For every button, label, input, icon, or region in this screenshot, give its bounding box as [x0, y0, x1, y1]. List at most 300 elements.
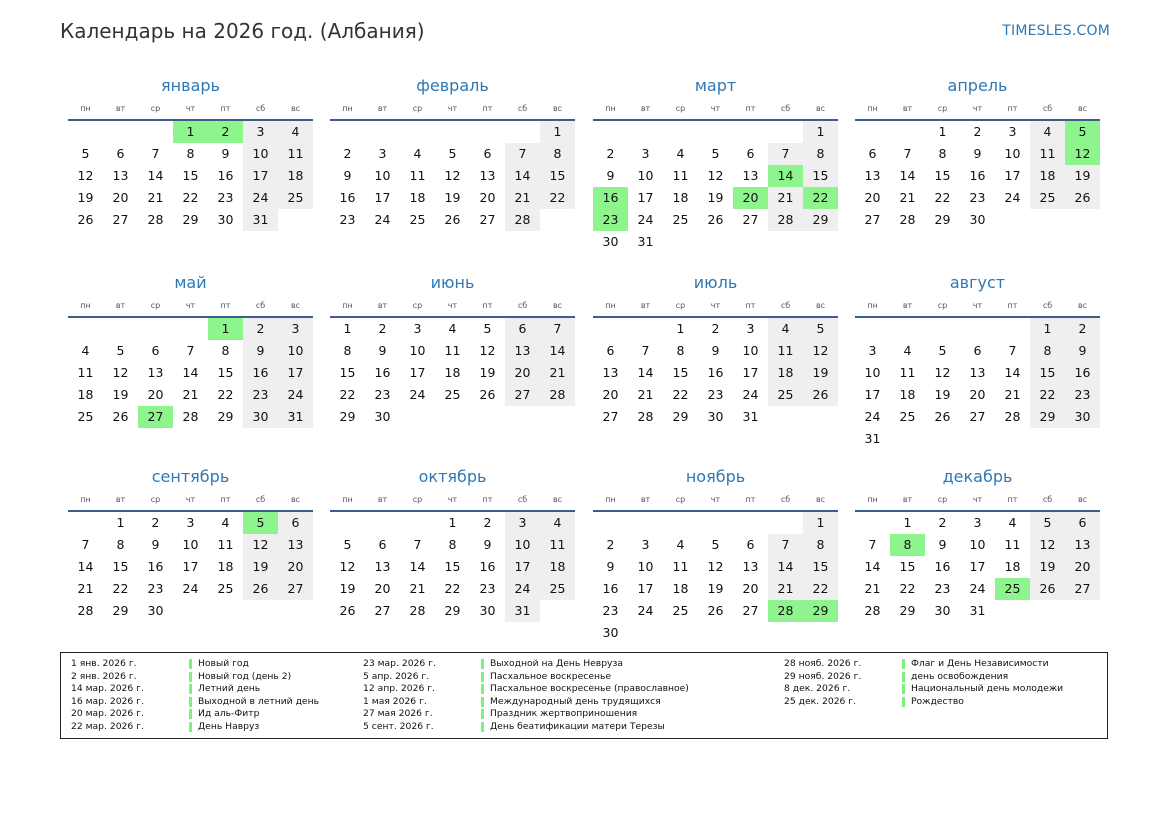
- legend-row: [363, 696, 689, 709]
- holiday-marker: [481, 697, 484, 707]
- day-cell: 21: [768, 187, 803, 209]
- day-cell: 4: [81, 343, 90, 358]
- day-grid: [593, 512, 838, 644]
- empty-cell: [505, 121, 540, 143]
- day-cell: 1: [116, 515, 125, 530]
- day-cell: 16: [339, 190, 356, 205]
- holiday-marker: [902, 697, 905, 707]
- month-block: [330, 269, 575, 428]
- weekday-label: вс: [290, 104, 301, 113]
- day-cell: 29: [672, 409, 689, 424]
- day-cell: 4: [540, 512, 575, 534]
- day-cell: 1: [1030, 318, 1065, 340]
- holiday-marker: [189, 684, 192, 694]
- day-cell: 12: [934, 365, 951, 380]
- empty-cell: [470, 121, 505, 143]
- holiday-marker: [189, 659, 192, 669]
- day-cell: 28: [540, 384, 575, 406]
- day-cell: 10: [505, 534, 540, 556]
- weekday-label: чт: [710, 301, 721, 310]
- day-cell: 6: [483, 146, 492, 161]
- month-block: [593, 72, 838, 253]
- month-block: [68, 72, 313, 231]
- holiday-day-cell: 14: [768, 165, 803, 187]
- day-cell: 8: [938, 146, 947, 161]
- day-cell: 10: [864, 365, 881, 380]
- weekday-header: [330, 491, 575, 509]
- day-cell: 31: [243, 209, 278, 231]
- empty-cell: [768, 121, 803, 143]
- weekday-label: вс: [290, 495, 301, 504]
- day-cell: 14: [505, 165, 540, 187]
- day-cell: 27: [374, 603, 391, 618]
- weekday-label: вс: [1077, 301, 1088, 310]
- day-cell: 14: [147, 168, 164, 183]
- day-cell: 24: [278, 384, 313, 406]
- day-cell: 5: [711, 146, 720, 161]
- empty-cell: [733, 121, 768, 143]
- day-cell: 3: [413, 321, 422, 336]
- weekday-label: вс: [1077, 104, 1088, 113]
- day-cell: 7: [1008, 343, 1017, 358]
- month-name: март: [694, 76, 737, 95]
- day-cell: 13: [147, 365, 164, 380]
- day-cell: 29: [934, 212, 951, 227]
- holiday-date: 5 апр. 2026 г.: [363, 670, 430, 682]
- weekday-label: ср: [150, 495, 161, 504]
- month-name: февраль: [416, 76, 489, 95]
- day-cell: 22: [339, 387, 356, 402]
- holiday-day-cell: 1: [173, 121, 208, 143]
- legend-row: [71, 721, 319, 734]
- month-block: [855, 463, 1100, 622]
- weekday-label: вт: [640, 104, 651, 113]
- weekday-label: пн: [80, 301, 91, 310]
- weekday-label: вс: [815, 495, 826, 504]
- legend-row: [784, 696, 1063, 709]
- day-cell: 1: [803, 121, 838, 143]
- day-cell: 20: [1065, 556, 1100, 578]
- day-cell: 19: [112, 387, 129, 402]
- day-cell: 30: [1065, 406, 1100, 428]
- legend-row: [363, 683, 689, 696]
- day-cell: 24: [969, 581, 986, 596]
- day-cell: 13: [742, 168, 759, 183]
- month-block: [593, 463, 838, 644]
- day-cell: 13: [602, 365, 619, 380]
- legend-row: [71, 708, 319, 721]
- weekday-label: сб: [255, 495, 266, 504]
- day-cell: 1: [903, 515, 912, 530]
- day-cell: 20: [969, 387, 986, 402]
- day-cell: 10: [637, 168, 654, 183]
- weekday-label: вс: [290, 301, 301, 310]
- day-cell: 21: [147, 190, 164, 205]
- brand-link[interactable]: TIMESLES.COM: [1002, 23, 1110, 39]
- empty-cell: [698, 121, 733, 143]
- day-cell: 3: [641, 537, 650, 552]
- day-cell: 1: [938, 124, 947, 139]
- day-cell: 9: [973, 146, 982, 161]
- weekday-label: чт: [447, 301, 458, 310]
- weekday-label: чт: [972, 104, 983, 113]
- day-cell: 9: [243, 340, 278, 362]
- month-name: июнь: [430, 273, 475, 292]
- month-name: январь: [161, 76, 220, 95]
- day-cell: 4: [221, 515, 230, 530]
- empty-cell: [365, 121, 400, 143]
- empty-cell: [400, 512, 435, 534]
- day-grid: [593, 121, 838, 253]
- day-cell: 12: [444, 168, 461, 183]
- empty-cell: [593, 512, 628, 534]
- weekday-label: пн: [80, 104, 91, 113]
- day-cell: 13: [969, 365, 986, 380]
- weekday-label: вс: [552, 301, 563, 310]
- day-cell: 2: [973, 124, 982, 139]
- day-cell: 1: [343, 321, 352, 336]
- day-grid: [68, 318, 313, 428]
- day-cell: 18: [1030, 165, 1065, 187]
- day-cell: 14: [540, 340, 575, 362]
- weekday-label: ср: [412, 104, 423, 113]
- weekday-header: [68, 100, 313, 118]
- day-cell: 7: [540, 318, 575, 340]
- day-cell: 4: [1030, 121, 1065, 143]
- weekday-label: чт: [972, 301, 983, 310]
- day-cell: 3: [1008, 124, 1017, 139]
- day-cell: 9: [938, 537, 947, 552]
- legend-row: [363, 708, 689, 721]
- day-cell: 22: [934, 190, 951, 205]
- day-cell: 29: [899, 603, 916, 618]
- day-cell: 9: [711, 343, 720, 358]
- day-cell: 14: [77, 559, 94, 574]
- empty-cell: [400, 121, 435, 143]
- day-grid: [330, 318, 575, 428]
- empty-cell: [628, 512, 663, 534]
- weekday-header: [855, 297, 1100, 315]
- day-cell: 22: [444, 581, 461, 596]
- day-cell: 28: [77, 603, 94, 618]
- day-cell: 14: [1004, 365, 1021, 380]
- day-cell: 23: [934, 581, 951, 596]
- weekday-label: пн: [605, 495, 616, 504]
- holiday-marker: [902, 672, 905, 682]
- day-cell: 13: [505, 340, 540, 362]
- day-cell: 28: [899, 212, 916, 227]
- day-cell: 25: [672, 212, 689, 227]
- day-cell: 18: [672, 190, 689, 205]
- weekday-label: вт: [115, 104, 126, 113]
- legend-row: [71, 671, 319, 684]
- weekday-label: пн: [80, 495, 91, 504]
- day-cell: 21: [409, 581, 426, 596]
- weekday-label: ср: [937, 301, 948, 310]
- day-cell: 17: [182, 559, 199, 574]
- weekday-label: пт: [220, 104, 231, 113]
- day-cell: 26: [1065, 187, 1100, 209]
- weekday-label: ср: [937, 104, 948, 113]
- day-cell: 12: [77, 168, 94, 183]
- legend-row: [71, 683, 319, 696]
- holiday-name: Рождество: [911, 695, 964, 707]
- day-cell: 21: [899, 190, 916, 205]
- month-name: июль: [693, 273, 738, 292]
- day-cell: 24: [637, 603, 654, 618]
- day-cell: 7: [81, 537, 90, 552]
- day-cell: 21: [864, 581, 881, 596]
- day-cell: 22: [803, 578, 838, 600]
- legend-row: [71, 696, 319, 709]
- empty-cell: [173, 318, 208, 340]
- day-cell: 11: [278, 143, 313, 165]
- day-cell: 17: [409, 365, 426, 380]
- day-cell: 2: [711, 321, 720, 336]
- weekday-label: чт: [185, 104, 196, 113]
- weekday-label: пт: [745, 301, 756, 310]
- holiday-name: Новый год (день 2): [198, 670, 292, 682]
- day-cell: 8: [540, 143, 575, 165]
- month-block: [330, 463, 575, 622]
- day-cell: 13: [479, 168, 496, 183]
- month-block: [330, 72, 575, 231]
- holiday-name: Новый год: [198, 658, 249, 669]
- day-cell: 19: [1030, 556, 1065, 578]
- day-cell: 20: [278, 556, 313, 578]
- weekday-label: вт: [115, 301, 126, 310]
- day-cell: 15: [112, 559, 129, 574]
- empty-cell: [138, 318, 173, 340]
- day-cell: 11: [768, 340, 803, 362]
- day-cell: 9: [606, 559, 615, 574]
- legend-row: [363, 721, 689, 734]
- day-cell: 9: [378, 343, 387, 358]
- day-cell: 20: [602, 387, 619, 402]
- day-grid: [855, 318, 1100, 450]
- day-cell: 7: [903, 146, 912, 161]
- page-title: Календарь на 2026 год. (Албания): [60, 19, 425, 43]
- weekday-header: [855, 491, 1100, 509]
- day-cell: 30: [217, 212, 234, 227]
- day-cell: 7: [641, 343, 650, 358]
- day-cell: 19: [934, 387, 951, 402]
- day-cell: 7: [413, 537, 422, 552]
- holiday-marker: [189, 722, 192, 732]
- weekday-header: [68, 491, 313, 509]
- day-cell: 10: [182, 537, 199, 552]
- day-cell: 31: [278, 406, 313, 428]
- holiday-date: 16 мар. 2026 г.: [71, 695, 144, 707]
- month-block: [593, 269, 838, 428]
- weekday-label: ср: [675, 301, 686, 310]
- day-cell: 14: [409, 559, 426, 574]
- weekday-header: [330, 297, 575, 315]
- day-cell: 1: [448, 515, 457, 530]
- empty-cell: [855, 121, 890, 143]
- weekday-label: ср: [150, 301, 161, 310]
- day-cell: 16: [969, 168, 986, 183]
- day-cell: 31: [969, 603, 986, 618]
- day-cell: 19: [339, 581, 356, 596]
- day-cell: 20: [864, 190, 881, 205]
- holiday-day-cell: 16: [593, 187, 628, 209]
- day-cell: 30: [707, 409, 724, 424]
- weekday-label: вт: [377, 104, 388, 113]
- holiday-name: Флаг и День Независимости: [911, 658, 1049, 669]
- weekday-label: ср: [412, 495, 423, 504]
- day-cell: 26: [444, 212, 461, 227]
- day-cell: 5: [116, 343, 125, 358]
- empty-cell: [698, 512, 733, 534]
- day-cell: 26: [339, 603, 356, 618]
- day-cell: 11: [540, 534, 575, 556]
- day-cell: 7: [768, 534, 803, 556]
- day-cell: 6: [378, 537, 387, 552]
- day-cell: 23: [602, 603, 619, 618]
- holiday-marker: [481, 709, 484, 719]
- day-cell: 24: [742, 387, 759, 402]
- holiday-name: Выходной в летний день: [198, 695, 319, 707]
- day-cell: 24: [505, 578, 540, 600]
- day-cell: 28: [409, 603, 426, 618]
- holiday-day-cell: 20: [733, 187, 768, 209]
- day-cell: 10: [374, 168, 391, 183]
- day-cell: 22: [182, 190, 199, 205]
- weekday-label: вс: [1077, 495, 1088, 504]
- day-cell: 18: [444, 365, 461, 380]
- legend-row: [71, 658, 319, 671]
- day-cell: 22: [540, 187, 575, 209]
- day-cell: 22: [672, 387, 689, 402]
- day-cell: 10: [278, 340, 313, 362]
- weekday-label: чт: [710, 104, 721, 113]
- day-cell: 6: [868, 146, 877, 161]
- holiday-day-cell: 8: [890, 534, 925, 556]
- day-cell: 3: [746, 321, 755, 336]
- weekday-label: пн: [605, 104, 616, 113]
- day-cell: 9: [483, 537, 492, 552]
- day-cell: 25: [409, 212, 426, 227]
- day-cell: 11: [672, 168, 689, 183]
- day-cell: 13: [112, 168, 129, 183]
- weekday-label: пт: [220, 301, 231, 310]
- day-cell: 29: [217, 409, 234, 424]
- day-cell: 27: [112, 212, 129, 227]
- weekday-label: чт: [447, 495, 458, 504]
- day-cell: 30: [602, 625, 619, 640]
- day-cell: 8: [448, 537, 457, 552]
- holiday-marker: [481, 672, 484, 682]
- day-cell: 2: [243, 318, 278, 340]
- day-cell: 19: [1065, 165, 1100, 187]
- day-cell: 3: [641, 146, 650, 161]
- day-cell: 20: [374, 581, 391, 596]
- day-cell: 28: [1004, 409, 1021, 424]
- weekday-label: сб: [1042, 495, 1053, 504]
- day-cell: 26: [112, 409, 129, 424]
- holiday-day-cell: 23: [593, 209, 628, 231]
- day-cell: 17: [969, 559, 986, 574]
- day-grid: [593, 318, 838, 428]
- day-cell: 29: [1030, 406, 1065, 428]
- empty-cell: [663, 121, 698, 143]
- day-cell: 5: [938, 343, 947, 358]
- day-cell: 15: [672, 365, 689, 380]
- day-grid: [330, 512, 575, 622]
- empty-cell: [768, 512, 803, 534]
- day-cell: 24: [864, 409, 881, 424]
- day-grid: [68, 512, 313, 622]
- day-cell: 1: [540, 121, 575, 143]
- day-cell: 9: [343, 168, 352, 183]
- weekday-label: пн: [605, 301, 616, 310]
- day-cell: 27: [1065, 578, 1100, 600]
- day-cell: 12: [1030, 534, 1065, 556]
- day-cell: 8: [116, 537, 125, 552]
- empty-cell: [890, 318, 925, 340]
- empty-cell: [628, 318, 663, 340]
- weekday-label: пт: [482, 301, 493, 310]
- day-cell: 14: [864, 559, 881, 574]
- holiday-date: 1 янв. 2026 г.: [71, 658, 137, 669]
- day-cell: 17: [278, 362, 313, 384]
- day-cell: 10: [409, 343, 426, 358]
- day-cell: 26: [77, 212, 94, 227]
- day-cell: 14: [899, 168, 916, 183]
- day-cell: 16: [147, 559, 164, 574]
- day-cell: 26: [1030, 578, 1065, 600]
- weekday-label: вт: [640, 301, 651, 310]
- day-cell: 23: [147, 581, 164, 596]
- weekday-label: пт: [482, 495, 493, 504]
- day-cell: 29: [803, 209, 838, 231]
- weekday-label: чт: [710, 495, 721, 504]
- holiday-date: 27 мая 2026 г.: [363, 708, 433, 720]
- day-cell: 23: [217, 190, 234, 205]
- day-cell: 26: [707, 603, 724, 618]
- holiday-marker: [189, 697, 192, 707]
- day-cell: 27: [864, 212, 881, 227]
- weekday-label: сб: [1042, 104, 1053, 113]
- day-cell: 16: [243, 362, 278, 384]
- weekday-label: сб: [517, 301, 528, 310]
- empty-cell: [960, 318, 995, 340]
- day-cell: 25: [444, 387, 461, 402]
- holiday-name: День Навруз: [198, 720, 260, 732]
- holiday-marker: [189, 709, 192, 719]
- day-cell: 4: [1008, 515, 1017, 530]
- day-cell: 26: [707, 212, 724, 227]
- day-cell: 21: [505, 187, 540, 209]
- day-cell: 6: [746, 537, 755, 552]
- day-cell: 26: [934, 409, 951, 424]
- holiday-date: 2 янв. 2026 г.: [71, 670, 137, 682]
- day-cell: 24: [243, 187, 278, 209]
- weekday-label: сб: [1042, 301, 1053, 310]
- day-cell: 1: [676, 321, 685, 336]
- day-cell: 2: [378, 321, 387, 336]
- legend-row: [363, 671, 689, 684]
- empty-cell: [855, 512, 890, 534]
- day-cell: 27: [742, 212, 759, 227]
- day-cell: 10: [1004, 146, 1021, 161]
- holiday-marker: [902, 684, 905, 694]
- weekday-header: [593, 100, 838, 118]
- day-cell: 5: [81, 146, 90, 161]
- day-cell: 20: [505, 362, 540, 384]
- weekday-label: пн: [867, 104, 878, 113]
